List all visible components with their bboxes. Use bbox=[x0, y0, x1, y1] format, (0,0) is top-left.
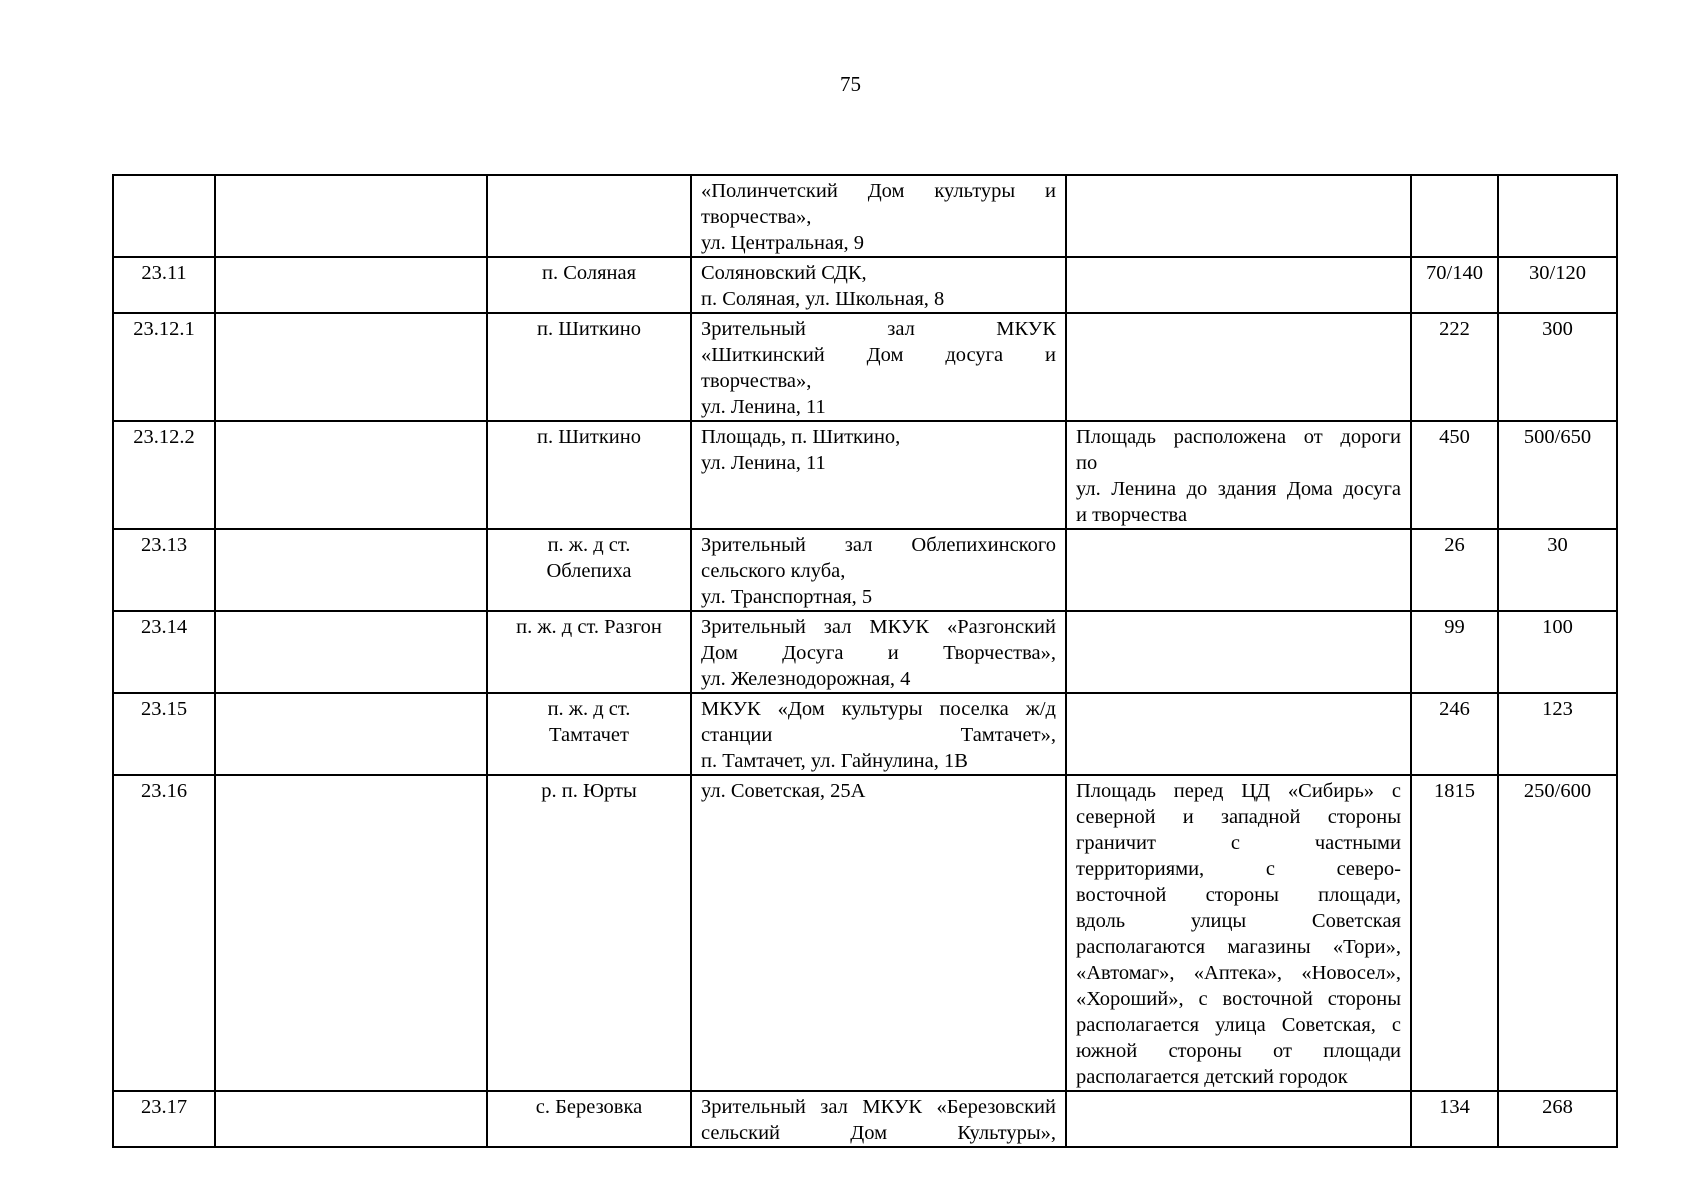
settlement-line: п. ж. д ст. Разгон bbox=[516, 616, 662, 638]
description-cell bbox=[1066, 529, 1411, 611]
description-cell bbox=[1066, 611, 1411, 693]
venue-cell bbox=[691, 693, 1066, 775]
description-line: граничит с частными bbox=[1076, 832, 1401, 854]
row-number-cell: 23.11 bbox=[113, 257, 215, 313]
capacity-cell: 99 bbox=[1411, 611, 1498, 693]
venue-cell bbox=[691, 175, 1066, 257]
venue-line: МКУК «Дом культуры поселка ж/д bbox=[701, 698, 1056, 720]
venue-line: Соляновский СДК, bbox=[701, 262, 867, 284]
settlement-line: с. Березовка bbox=[535, 1096, 643, 1118]
settlement-cell bbox=[487, 1091, 691, 1147]
venues-table bbox=[112, 174, 1618, 1148]
venue-cell bbox=[691, 421, 1066, 529]
table-row bbox=[113, 313, 1617, 421]
capacity-max-cell bbox=[1498, 175, 1617, 257]
table-row bbox=[113, 175, 1617, 257]
capacity-cell: 1815 bbox=[1411, 775, 1498, 1091]
description-line: территориями, с северо- bbox=[1076, 858, 1401, 880]
capacity-cell bbox=[1411, 175, 1498, 257]
description-line: Площадь расположена от дороги bbox=[1076, 426, 1401, 448]
description-line: вдоль улицы Советская bbox=[1076, 910, 1401, 932]
description-line: располагается детский городок bbox=[1076, 1066, 1348, 1088]
capacity-max-cell: 30 bbox=[1498, 529, 1617, 611]
venue-cell bbox=[691, 1091, 1066, 1147]
venue-line: сельский Дом Культуры», bbox=[701, 1122, 1056, 1144]
venue-line: п. Тамтачет, ул. Гайнулина, 1В bbox=[701, 750, 968, 772]
municipality-cell bbox=[215, 693, 487, 775]
description-line: Площадь перед ЦД «Сибирь» с bbox=[1076, 780, 1401, 802]
row-number-cell: 23.17 bbox=[113, 1091, 215, 1147]
venue-cell bbox=[691, 529, 1066, 611]
row-number-cell: 23.12.1 bbox=[113, 313, 215, 421]
table-row bbox=[113, 775, 1617, 1091]
venue-line: Дом Досуга и Творчества», bbox=[701, 642, 1056, 664]
table-row bbox=[113, 257, 1617, 313]
row-number-cell: 23.13 bbox=[113, 529, 215, 611]
row-number-cell bbox=[113, 175, 215, 257]
settlement-cell bbox=[487, 313, 691, 421]
venue-cell bbox=[691, 313, 1066, 421]
venue-line: «Шиткинский Дом досуга и bbox=[701, 344, 1056, 366]
description-cell bbox=[1066, 313, 1411, 421]
municipality-cell bbox=[215, 175, 487, 257]
venue-line: творчества», bbox=[701, 370, 812, 392]
description-cell bbox=[1066, 693, 1411, 775]
capacity-cell: 26 bbox=[1411, 529, 1498, 611]
venue-line: сельского клуба, bbox=[701, 560, 846, 582]
venue-line: Зрительный зал МКУК «Березовский bbox=[701, 1096, 1056, 1118]
row-number-cell: 23.15 bbox=[113, 693, 215, 775]
venue-line: ул. Ленина, 11 bbox=[701, 452, 826, 474]
capacity-cell: 246 bbox=[1411, 693, 1498, 775]
description-cell bbox=[1066, 175, 1411, 257]
row-number-cell: 23.12.2 bbox=[113, 421, 215, 529]
municipality-cell bbox=[215, 421, 487, 529]
capacity-cell: 70/140 bbox=[1411, 257, 1498, 313]
settlement-cell bbox=[487, 775, 691, 1091]
description-cell bbox=[1066, 775, 1411, 1091]
capacity-max-cell: 123 bbox=[1498, 693, 1617, 775]
capacity-max-cell: 500/650 bbox=[1498, 421, 1617, 529]
venue-cell bbox=[691, 257, 1066, 313]
capacity-max-cell: 30/120 bbox=[1498, 257, 1617, 313]
table-row bbox=[113, 529, 1617, 611]
municipality-cell bbox=[215, 529, 487, 611]
settlement-line: п. Шиткино bbox=[537, 426, 641, 448]
description-line: и творчества bbox=[1076, 504, 1188, 526]
venue-line: «Полинчетский Дом культуры и bbox=[701, 180, 1056, 202]
settlement-line: Тамтачет bbox=[549, 724, 629, 746]
description-line: восточной стороны площади, bbox=[1076, 884, 1401, 906]
settlement-cell bbox=[487, 611, 691, 693]
row-number-cell: 23.16 bbox=[113, 775, 215, 1091]
venue-line: ул. Центральная, 9 bbox=[701, 232, 865, 254]
description-line: ул. Ленина до здания Дома досуга bbox=[1076, 478, 1401, 500]
capacity-cell: 222 bbox=[1411, 313, 1498, 421]
municipality-cell bbox=[215, 611, 487, 693]
municipality-cell bbox=[215, 1091, 487, 1147]
capacity-max-cell: 268 bbox=[1498, 1091, 1617, 1147]
settlement-line: Облепиха bbox=[546, 560, 632, 582]
description-line: располагаются магазины «Тори», bbox=[1076, 936, 1401, 958]
table-row bbox=[113, 693, 1617, 775]
description-line: располагается улица Советская, с bbox=[1076, 1014, 1401, 1036]
municipality-cell bbox=[215, 313, 487, 421]
venue-line: ул. Советская, 25А bbox=[701, 780, 866, 802]
description-line: южной стороны от площади bbox=[1076, 1040, 1401, 1062]
venue-line: Зрительный зал Облепихинского bbox=[701, 534, 1056, 556]
venue-line: ул. Ленина, 11 bbox=[701, 396, 826, 418]
settlement-line: р. п. Юрты bbox=[541, 780, 637, 802]
capacity-max-cell: 100 bbox=[1498, 611, 1617, 693]
venue-line: ул. Железнодорожная, 4 bbox=[701, 668, 911, 690]
capacity-cell: 134 bbox=[1411, 1091, 1498, 1147]
venue-line: п. Соляная, ул. Школьная, 8 bbox=[701, 288, 945, 310]
row-number-cell: 23.14 bbox=[113, 611, 215, 693]
municipality-cell bbox=[215, 257, 487, 313]
municipality-cell bbox=[215, 775, 487, 1091]
venue-line: ул. Транспортная, 5 bbox=[701, 586, 873, 608]
settlement-line: п. ж. д ст. bbox=[547, 534, 631, 556]
capacity-max-cell: 300 bbox=[1498, 313, 1617, 421]
table-body bbox=[113, 175, 1617, 1147]
venue-cell bbox=[691, 611, 1066, 693]
settlement-cell bbox=[487, 693, 691, 775]
settlement-line: п. Соляная bbox=[541, 262, 637, 284]
description-line: по bbox=[1076, 452, 1098, 474]
capacity-max-cell: 250/600 bbox=[1498, 775, 1617, 1091]
table-row bbox=[113, 611, 1617, 693]
venue-line: станции Тамтачет», bbox=[701, 724, 1056, 746]
page-number: 75 bbox=[840, 72, 861, 96]
venue-line: Зрительный зал МКУК «Разгонский bbox=[701, 616, 1056, 638]
venue-line: Зрительный зал МКУК bbox=[701, 318, 1056, 340]
venue-line: Площадь, п. Шиткино, bbox=[701, 426, 901, 448]
venue-line: творчества», bbox=[701, 206, 812, 228]
description-cell bbox=[1066, 421, 1411, 529]
venue-cell bbox=[691, 775, 1066, 1091]
description-line: «Хороший», с восточной стороны bbox=[1076, 988, 1401, 1010]
settlement-cell bbox=[487, 257, 691, 313]
table-row bbox=[113, 421, 1617, 529]
settlement-cell bbox=[487, 175, 691, 257]
table-row bbox=[113, 1091, 1617, 1147]
description-line: северной и западной стороны bbox=[1076, 806, 1401, 828]
description-cell bbox=[1066, 257, 1411, 313]
settlement-cell bbox=[487, 421, 691, 529]
settlement-cell bbox=[487, 529, 691, 611]
description-cell bbox=[1066, 1091, 1411, 1147]
capacity-cell: 450 bbox=[1411, 421, 1498, 529]
description-line: «Автомаг», «Аптека», «Новосел», bbox=[1076, 962, 1401, 984]
settlement-line: п. ж. д ст. bbox=[547, 698, 631, 720]
settlement-line: п. Шиткино bbox=[537, 318, 641, 340]
